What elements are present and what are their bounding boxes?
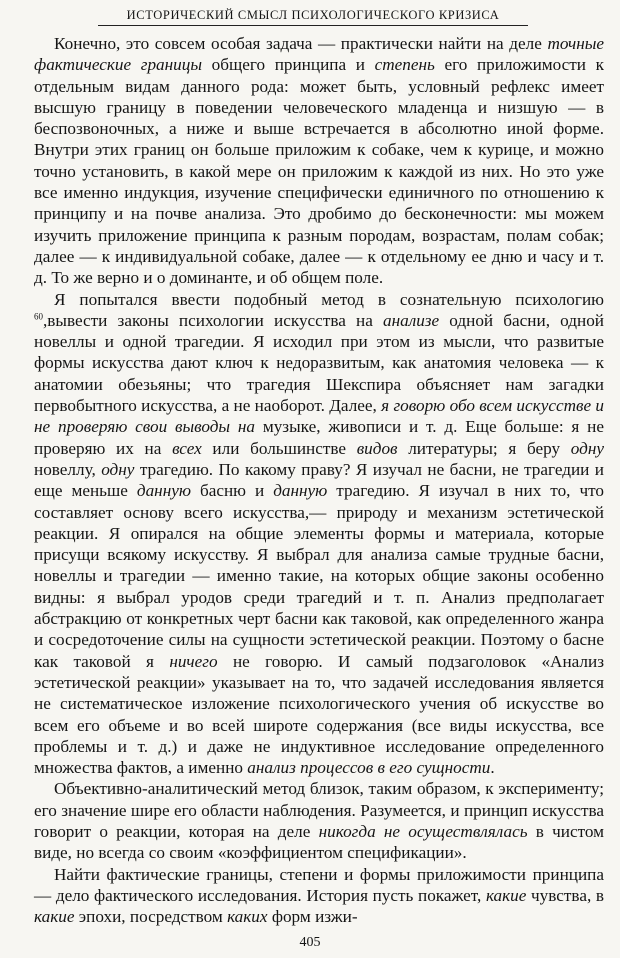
footnote-ref: 60	[34, 311, 43, 322]
italic-run: одну	[101, 459, 135, 479]
paragraph	[34, 33, 604, 289]
text-run: новеллу,	[34, 459, 102, 479]
text-run: чувства, в	[526, 885, 604, 905]
text-run: Я попытался ввести подобный метод в сознательную психологию	[54, 289, 604, 309]
italic-run: какие	[485, 885, 527, 905]
text-run: .	[490, 758, 495, 778]
text-run: литературы; я беру	[397, 438, 571, 458]
italic-run: данную	[273, 481, 328, 501]
text-run: трагедию. Я изучал в них то, что составляет основу всего искусства,— природу и механизм эстетической реакции. Я опирался на общие элементы формы и материала, которые присущи всякому искусству. Я выбрал для анализа самые трудные басни, новеллы и трагедии — именно такие, на которых общие законы особенно видны: я выбрал уродов среди трагедий и т. п. Анализ предполагает абстракцию от конкретных черт басни как таковой, как определенного жанра и сосредоточение силы на сущности эстетической реакции. Поэтому о басне как таковой я	[34, 481, 604, 671]
text-run: его приложимости к отдельным видам данного рода: может быть, условный рефлекс имеет высшую границу в поведении человеческого младенца и низшую — в беспозвоночных, а ниже и выше встречается в абсолютно иной форме. Внутри этих границ он больше приложим к собаке, чем к курице, и можно точно установить, в какой мере он приложим к каждой из них. Но это уже все именно индукция, изучение специфически единичного по отношению к принципу и на почве анализа. Это дробимо до бесконечности: мы можем изучить приложение принципа к разным породам, возрастам, полам собак; далее — к индивидуальной собаке, далее — к отдельному ее дню и часу и т. д. То же верно и о доминанте, и об общем поле.	[34, 55, 604, 288]
text-run: Объективно-аналитический метод близок, таким образом, к эксперименту; его значение шире его области наблюдения. Разумеется, и принцип искусства говорит о реакции, которая на деле	[34, 779, 604, 841]
italic-run: какие	[34, 907, 75, 927]
text-run: одной басни, одной новеллы и одной трагедии. Я исходил при этом из мысли, что развитые формы искусства дают ключ к недоразвитым, как анатомия человека — к анатомии обезьяны; что трагедия Шекспира объясняет нам загадки первобытного искусства, а не наоборот. Далее,	[34, 310, 604, 416]
text-run: или большинстве	[201, 438, 357, 458]
text-run: музыке, живописи и т. д. Еще больше: я не проверяю их на	[34, 417, 604, 458]
text-run: трагедию. По какому праву? Я изучал не басни, не трагедии и еще меньше	[34, 459, 604, 501]
paragraph	[34, 778, 604, 863]
text-run: в чистом виде, но всегда со своим «коэффициентом спецификации».	[34, 821, 604, 863]
text-run: ,вывести законы психологии искусства на	[43, 310, 383, 330]
italic-run: анализ процессов в его сущности	[247, 758, 491, 778]
text-run: басню и	[190, 481, 274, 501]
paragraph	[34, 289, 604, 779]
italic-run: видов	[356, 438, 398, 458]
text-run: форм изжи-	[267, 907, 358, 927]
italic-run: никогда не осуществлялась	[318, 821, 528, 841]
italic-run: я говорю обо всем искусстве и не проверяю свои выводы на	[34, 396, 604, 437]
running-header: ИСТОРИЧЕСКИЙ СМЫСЛ ПСИХОЛОГИЧЕСКОГО КРИЗИСА	[126, 8, 500, 22]
italic-run: точные фактические границы	[34, 34, 604, 75]
italic-run: анализе	[383, 310, 440, 330]
text-run: эпохи, посредством	[74, 907, 228, 927]
body-text	[34, 33, 604, 927]
italic-run: ничего	[169, 651, 218, 671]
header-rule	[98, 25, 528, 26]
italic-run: степень	[374, 55, 435, 75]
paragraph	[34, 864, 604, 928]
page-number: 405	[299, 935, 321, 950]
italic-run: каких	[227, 907, 268, 927]
italic-run: данную	[136, 481, 191, 501]
text-run: общего принципа и	[202, 55, 375, 75]
text-run: не говорю. И самый подзаголовок «Анализ эстетической реакции» указывает на то, что задачей исследования является не систематическое изложение психологического учения об искусстве во всем его объеме и во всей широте содержания (все виды искусства, все проблемы и т. д.) и даже не индуктивное исследование определенного множества фактов, а именно	[34, 651, 604, 778]
text-run: Конечно, это совсем особая задача — практически найти на деле	[54, 34, 548, 53]
text-run: Найти фактические границы, степени и формы приложимости принципа — дело фактического исследования. История пусть покажет,	[34, 864, 604, 905]
italic-run: всех	[172, 438, 202, 458]
italic-run: одну	[570, 438, 604, 458]
